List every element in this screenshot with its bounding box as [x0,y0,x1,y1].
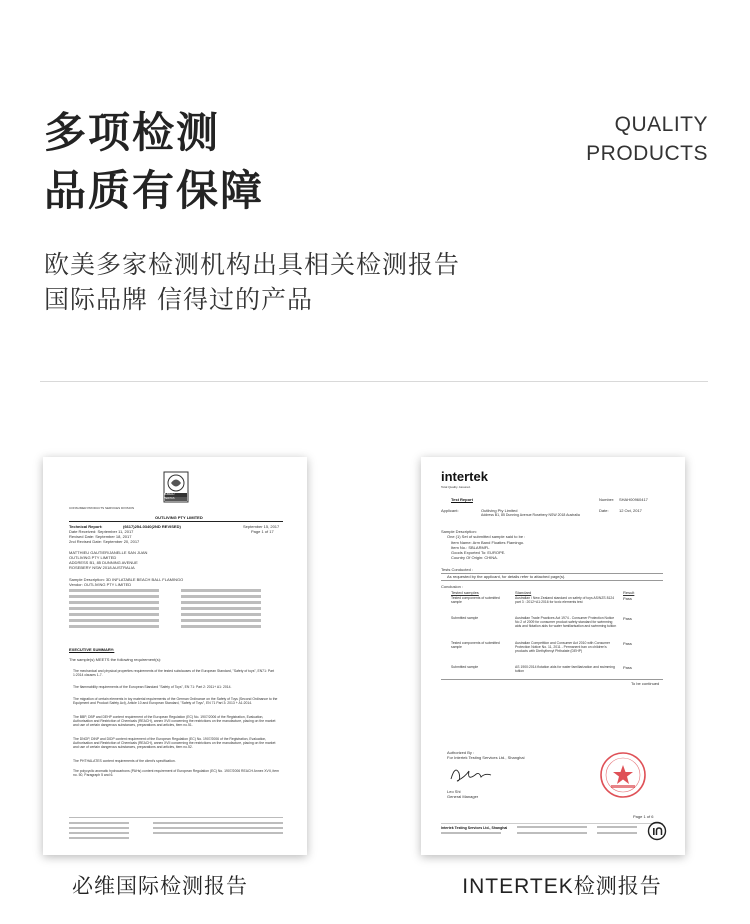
bv-division: CONSUMER PRODUCTS SERVICES DIVISION [69,506,135,510]
intertek-logo-text: intertek [441,469,488,484]
it-number: SHAH00960417 [619,497,648,502]
bv-revised-2: 2nd Revised Date: September 20, 2017 [69,539,140,544]
it-row-result: Pass [623,665,632,670]
bv-text-block [181,625,261,628]
bv-item: The migration of certain elements in toy material requirements of the German Ordinance on the Safety of Toys (Second Ordinance to the Equipment and Product Safety Act), Article 10 and European Standard, "Safety of Toys", EN 71 Part 3: 2013 + A1:2014. [73,697,278,706]
it-report-label: Test Report [451,497,473,502]
title-line-2: 品质有保障 [44,166,265,215]
it-continued: To be continued [631,681,660,686]
it-date: 12 Oct, 2017 [619,508,642,513]
signature-icon [447,763,497,785]
it-item-name: Item Name: Arm Band Floaties Flamingo. [451,540,525,545]
bv-item: The BBP, DBP and DEHP content requirement of the European Regulation (EC) No. 1907/2006 of the Registration, Evaluation, Authorisation and Restriction of Chemicals (REACH), annex XVII concerning the restrictions on the manufacture, placing on the market and use of certain dangerous substances, preparations and articles, item no.51. [73,715,276,728]
products-text: PRODUCTS [586,142,708,165]
it-tests-line: As requested by the applicant, for details refer to attached page(s). [447,574,566,579]
bv-item: The flammability requirements of the European Standard "Safety of Toys", EN 71: Part 2: 2011+ A1: 2014. [73,685,232,689]
it-conclusion: Conclusion : [441,584,464,589]
it-row-sample: Submitted sample [451,616,479,620]
it-rule [441,580,663,581]
section-divider [40,381,708,382]
bv-company: OUTLIVING PTY LIMITED [155,515,203,520]
bv-item: The polycyclic aromatic hydrocarbons (PAHs) content requirement of European Regulation (EC) No. 1907/2006 REACH Annex XVII, item no. 50, Paragraph 5 and 6. [73,769,279,778]
it-text-block [441,832,501,834]
it-footer-company: Intertek Testing Services Ltd., Shanghai [441,826,508,830]
bv-text-block [181,601,261,604]
it-sample-desc: Sample Description: [441,529,477,534]
it-date-label: Date: [599,508,609,513]
bv-meets: The sample(s) MEETS the following requirement(s): [69,657,162,662]
it-text-block [517,826,587,828]
bv-text-block [69,613,159,616]
bv-revised-date: Revised Date: September 18, 2017 [69,534,132,539]
it-applicant-label: Applicant: [441,508,459,513]
it-signer: Leo Shi [447,789,461,794]
logo-bureau-text: BUREAU [164,493,175,496]
it-text-block [597,826,637,828]
bv-text-block [181,595,261,598]
it-row-result: Pass [623,616,632,621]
seal-stamp-icon [599,751,647,799]
bv-item: The mechanical and physical properties requirements of the tested subclauses of the European Standard, "Safety of toys", EN71: Part 1:2014 clauses 1-7. [73,669,275,678]
bv-addr-2: OUTLIVING PTY LIMITED [69,555,117,560]
bv-text-block [69,601,159,604]
bv-text-block [153,827,283,829]
description-line-1: 欧美多家检测机构出具相关检测报告 [44,250,461,279]
bv-rule [69,521,283,522]
it-exported: Goods Exported To: EUROPE. [451,550,506,555]
it-applicant-addr: Address B1, 85 Dunning Avenue Rosebery NSW 2018 Australia [481,513,580,517]
bv-text-block [69,837,129,839]
it-number-label: Number: [599,497,615,502]
logo-veritas-text: VERITAS [164,497,175,500]
it-origin: Country Of Origin: CHINA. [451,555,498,560]
it-tests-conducted: Tests Conducted : [441,567,474,572]
bv-summary-heading: EXECUTIVE SUMMARY: [69,647,115,652]
bv-date-received: Date Received: September 11, 2017 [69,529,134,534]
it-page: Page 1 of 6 [633,814,654,819]
bv-text-block [181,607,261,610]
it-rule [441,679,663,680]
quality-products-label [586,110,708,168]
bv-item: The PHTHALATES content requirements of the client's specification. [73,759,176,763]
it-row-sample: Tested components of submitted sample [451,596,500,605]
description-line-2: 国际品牌 信得过的产品 [44,285,313,314]
bv-addr-4: ROSEBERY NSW 2018 AUSTRALIA [69,565,135,570]
bureau-veritas-report [43,457,307,855]
it-text-block [517,832,587,834]
it-footer-rule [441,823,663,824]
bv-page: Page 1 of 17 [251,529,274,534]
it-authorized: Authorized By : [447,750,475,755]
bv-report-number: (6617)254-0340(2ND REVISED) [123,524,181,529]
bv-text-block [69,625,159,628]
it-text-block [597,832,637,834]
it-applicant: Outliving Pty Limited [481,508,518,513]
bv-text-block [153,822,283,824]
it-row-standard: AS 1900:2014 flotation aids for water familiarization and swimming tuition [515,665,615,674]
bv-text-block [69,589,159,592]
intertek-tagline: Total Quality. Assured. [441,485,471,489]
it-row-standard: Australian Competition and Consumer Act 2010 with Consumer Protection Notice No. 11, 2011 - Permanent ban on children's products with Diethylhexyl Phthalate (DEHP) [515,641,610,654]
it-col-result: Result [623,590,635,595]
intertek-report [421,457,685,855]
bv-item: The DNOP, DINP and DIDP content requirement of the European Regulation (EC) No. 1907/2006 of the Registration, Evaluation, Authorisation and Restriction of Chemicals (REACH), annex XVII concerning the restrictions on the manufacture, placing on the market and use of certain dangerous substances, preparations and articles, item no.52. [73,737,276,750]
bv-text-block [181,619,261,622]
it-col-standard: Standard [515,590,532,595]
bv-text-block [69,832,129,834]
bv-date: September 15, 2017 [243,524,280,529]
it-row-standard: Australian Trade Practices Act 1974 - Consumer Protection Notice No 2 of 2009 for consumer product safety standard for swimming aids and flotation aids for water familiarisation and swimming tuition [515,616,617,629]
bv-text-block [69,619,159,622]
bv-text-block [69,607,159,610]
quality-text: QUALITY [614,113,708,136]
title-line-1: 多项检测 [44,108,221,157]
bv-text-block [69,827,129,829]
it-row-result: Pass [623,596,632,601]
bv-addr-1: MATTHIEU GAUTIER/JANELLE SAN JUAN [69,550,148,555]
bv-footer-rule [69,817,283,818]
bv-text-block [181,613,261,616]
it-sample-line: One (1) Set of submitted sample said to be : [447,534,526,539]
bv-text-block [153,832,283,834]
it-row-result: Pass [623,641,632,646]
bv-text-block [181,589,261,592]
it-row-standard: Australian / New Zealand standard on safety of toys AS/NZS 8124 part 3 : 2012+A1:2016 for toxic elements test [515,596,615,605]
bv-vendor: Vendor: OUTLIVING PTY LIMITED [69,582,132,587]
it-item-no: Item No.: SBLARMFL [451,545,490,550]
caption-intertek: INTERTEK检测报告 [462,875,662,898]
it-row-sample: Submitted sample [451,665,479,669]
it-authorized-for: For Intertek Testing Services Ltd., Shanghai [447,755,525,760]
bv-report-label: Technical Report: [69,524,103,529]
bv-text-block [69,822,129,824]
intertek-emblem-icon [647,821,667,841]
caption-bureau-veritas: 必维国际检测报告 [72,874,248,898]
it-col-tested: Tested samples [451,590,479,595]
it-signer-title: General Manager [447,794,479,799]
it-row-sample: Tested components of submitted sample [451,641,500,650]
bv-text-block [69,595,159,598]
bv-addr-3: ADDRESS B1, 85 DUNNING AVENUE [69,560,138,565]
bv-sample-desc: Sample Description: 3D INFLATABLE BEACH BALL FLAMINGO [69,577,184,582]
